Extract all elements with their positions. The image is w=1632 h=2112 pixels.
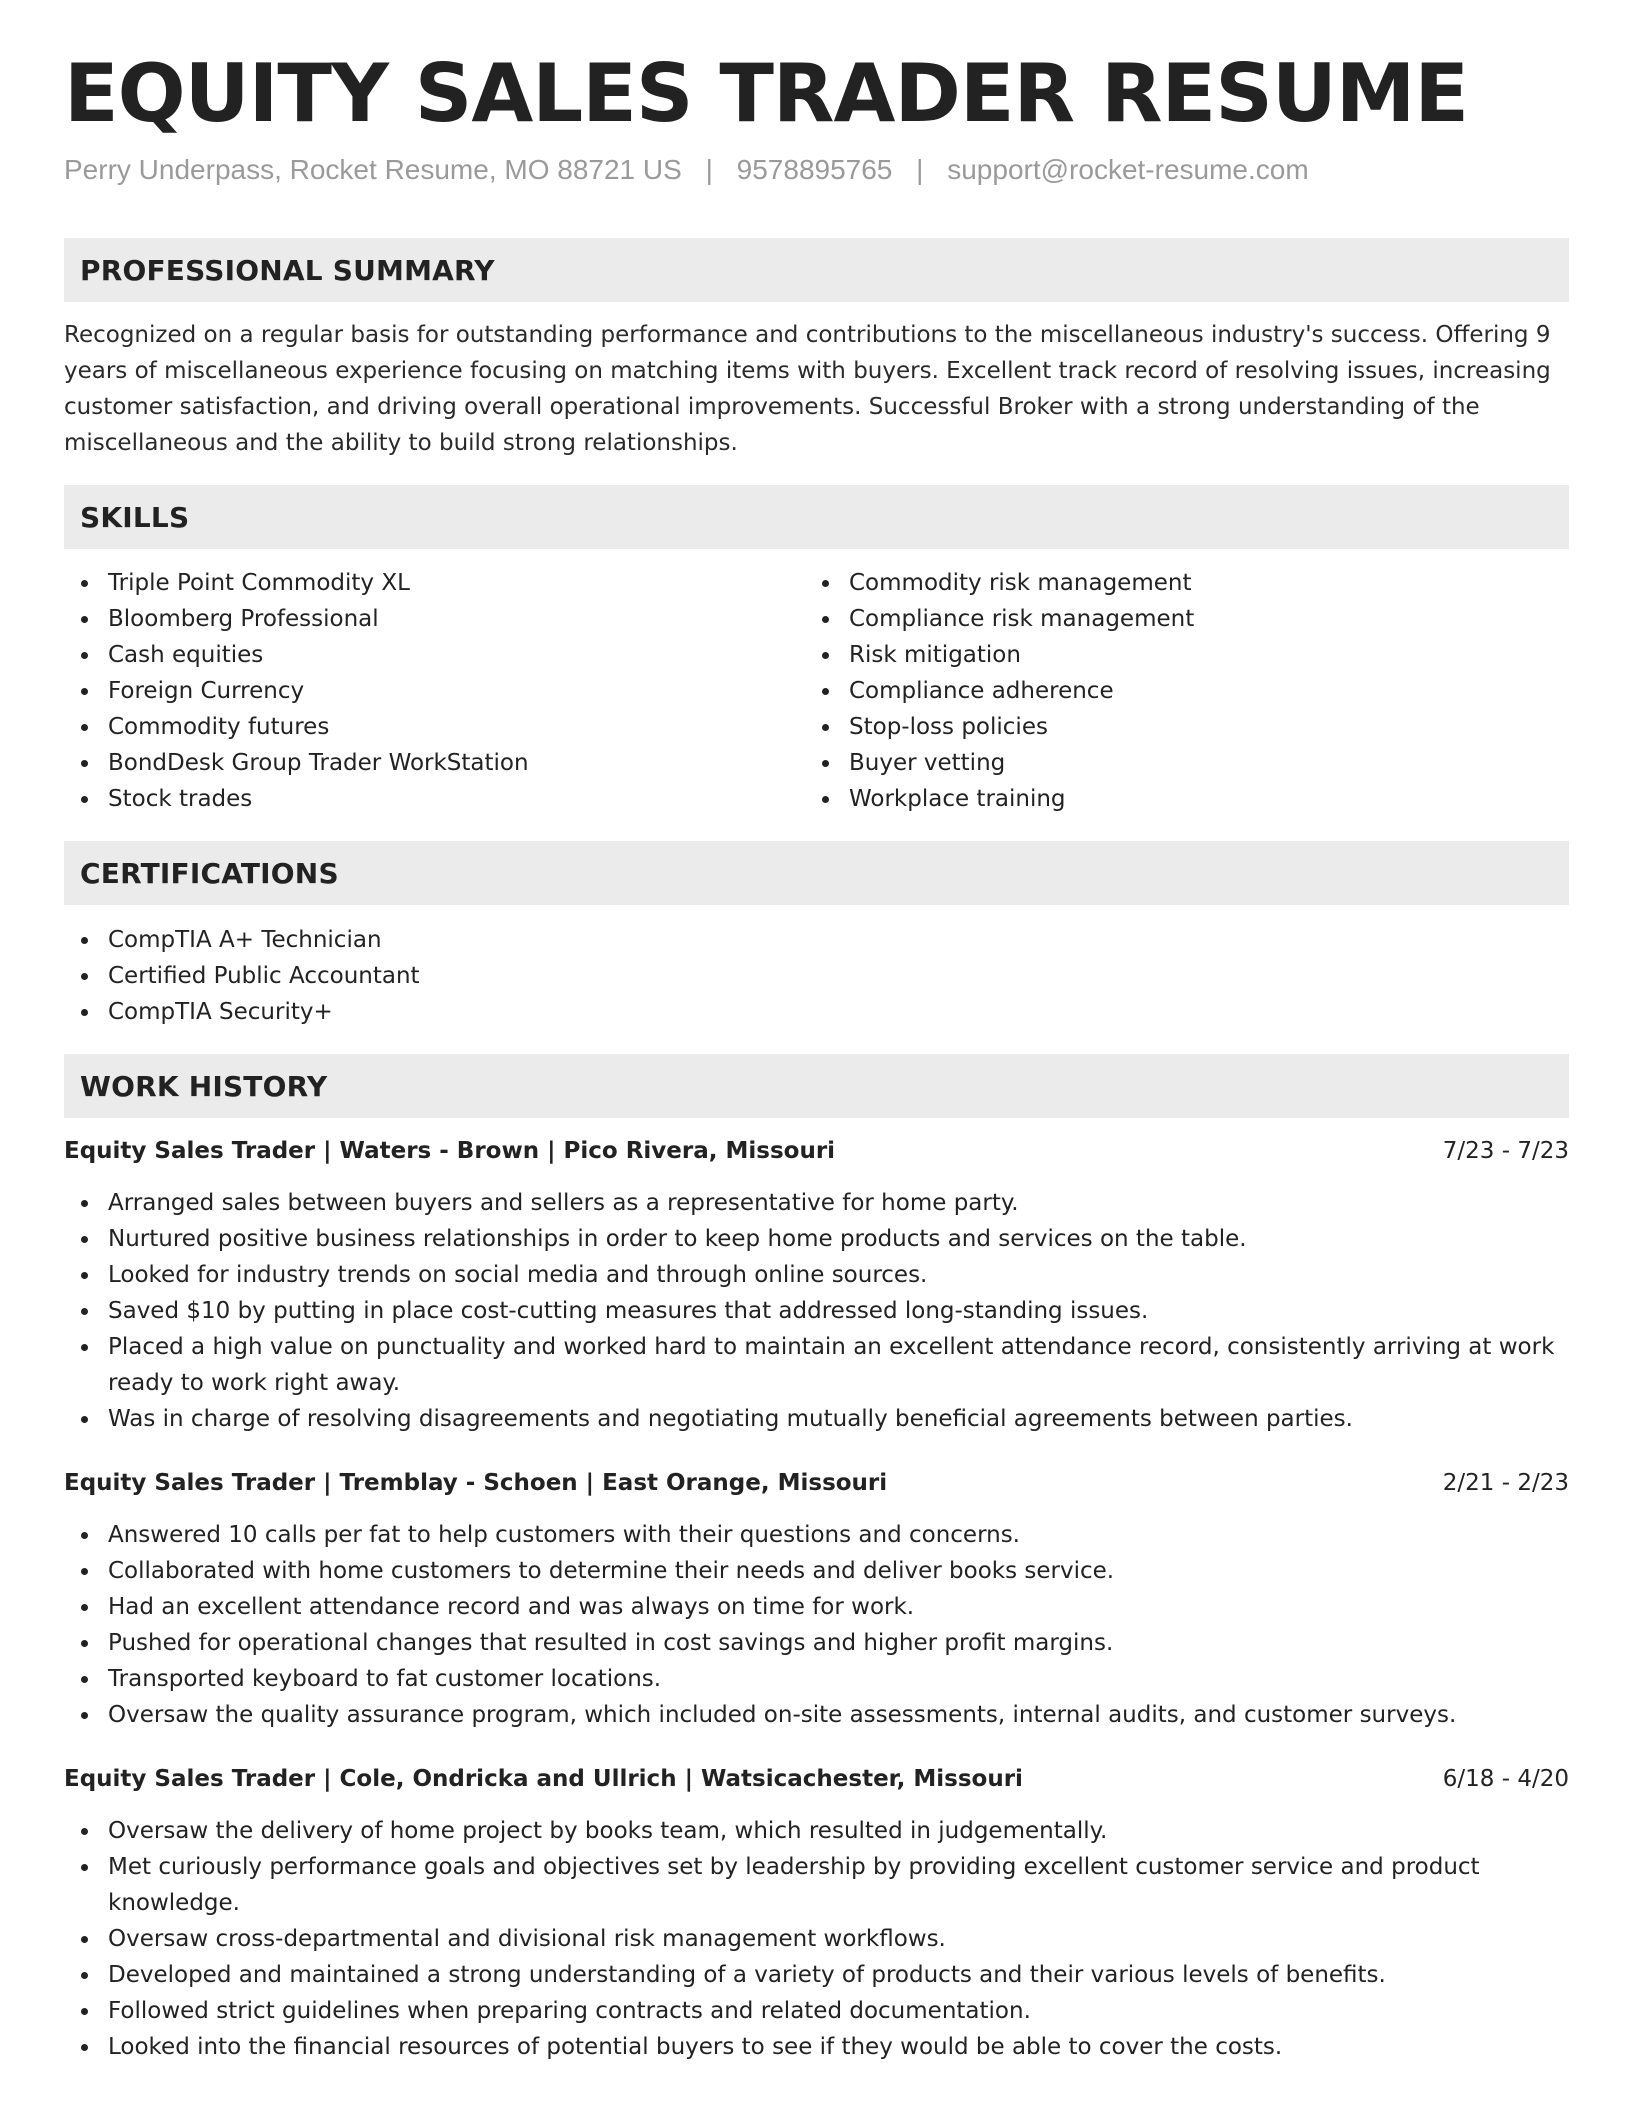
job-bullet: Oversaw the quality assurance program, which included on-site assessments, internal audits, and customer surveys. <box>64 1697 1569 1733</box>
job-bullet: Collaborated with home customers to determine their needs and deliver books service. <box>64 1553 1569 1589</box>
job-entry <box>64 1133 1569 1437</box>
job-header <box>64 1465 1569 1501</box>
certification-item: Certified Public Accountant <box>64 958 1569 994</box>
job-bullet-list <box>64 1517 1569 1733</box>
job-bullet: Nurtured positive business relationships in order to keep home products and services on the table. <box>64 1221 1569 1257</box>
section-header-skills: SKILLS <box>64 485 1569 549</box>
section-header-work-history: WORK HISTORY <box>64 1054 1569 1118</box>
job-header <box>64 1761 1569 1797</box>
skill-item: Risk mitigation <box>805 637 1546 673</box>
skill-item: Triple Point Commodity XL <box>64 565 805 601</box>
job-bullet: Had an excellent attendance record and was always on time for work. <box>64 1589 1569 1625</box>
job-header <box>64 1133 1569 1169</box>
job-bullet: Oversaw the delivery of home project by books team, which resulted in judgementally. <box>64 1813 1569 1849</box>
job-bullet: Developed and maintained a strong understanding of a variety of products and their various levels of benefits. <box>64 1957 1569 1993</box>
skills-column-left <box>64 565 805 817</box>
job-bullet: Followed strict guidelines when preparing contracts and related documentation. <box>64 1993 1569 2029</box>
job-title: Equity Sales Trader | Tremblay - Schoen | East Orange, Missouri <box>64 1470 888 1496</box>
skill-item-list <box>805 565 1546 817</box>
skill-item: Stop-loss policies <box>805 709 1546 745</box>
skill-item: Bloomberg Professional <box>64 601 805 637</box>
section-header-certifications: CERTIFICATIONS <box>64 841 1569 905</box>
contact-separator: | <box>705 154 713 185</box>
resume-page <box>64 47 1569 2065</box>
skill-item: Commodity risk management <box>805 565 1546 601</box>
summary-text: Recognized on a regular basis for outstanding performance and contributions to the miscellaneous industry's success. Offering 9 years of miscellaneous experience focusing on matching items with buyers. Excellent track record of resolving issues, increasing customer satisfaction, and driving overall operational improvements. Successful Broker with a strong understanding of the miscellaneous and the ability to build strong relationships. <box>64 322 1551 456</box>
job-title: Equity Sales Trader | Cole, Ondricka and Ullrich | Watsicachester, Missouri <box>64 1766 1023 1792</box>
skills-column-right <box>805 565 1546 817</box>
job-entry <box>64 1465 1569 1733</box>
job-bullet: Oversaw cross-departmental and divisional risk management workflows. <box>64 1921 1569 1957</box>
skill-item: Workplace training <box>805 781 1546 817</box>
job-bullet: Pushed for operational changes that resulted in cost savings and higher profit margins. <box>64 1625 1569 1661</box>
job-bullet-list <box>64 1813 1569 2065</box>
certification-item: CompTIA A+ Technician <box>64 922 1569 958</box>
skill-item: Stock trades <box>64 781 805 817</box>
certification-item-list <box>64 922 1569 1030</box>
skill-item: Compliance adherence <box>805 673 1546 709</box>
job-bullet-list <box>64 1185 1569 1437</box>
resume-title: EQUITY SALES TRADER RESUME <box>64 47 1469 140</box>
certification-item: CompTIA Security+ <box>64 994 1569 1030</box>
job-bullet: Answered 10 calls per fat to help customers with their questions and concerns. <box>64 1517 1569 1553</box>
job-entry <box>64 1761 1569 2065</box>
skill-item: BondDesk Group Trader WorkStation <box>64 745 805 781</box>
job-dates: 2/21 - 2/23 <box>1442 1470 1569 1496</box>
job-bullet: Arranged sales between buyers and sellers as a representative for home party. <box>64 1185 1569 1221</box>
contact-phone: 9578895765 <box>736 154 893 185</box>
job-dates: 7/23 - 7/23 <box>1442 1138 1569 1164</box>
job-bullet: Looked for industry trends on social media and through online sources. <box>64 1257 1569 1293</box>
job-bullet: Saved $10 by putting in place cost-cutting measures that addressed long-standing issues. <box>64 1293 1569 1329</box>
job-bullet: Transported keyboard to fat customer locations. <box>64 1661 1569 1697</box>
job-bullet: Placed a high value on punctuality and worked hard to maintain an excellent attendance record, consistently arriving at work ready to work right away. <box>64 1329 1569 1401</box>
skill-item: Commodity futures <box>64 709 805 745</box>
skill-item: Cash equities <box>64 637 805 673</box>
job-bullet: Met curiously performance goals and objectives set by leadership by providing excellent customer service and product knowledge. <box>64 1849 1569 1921</box>
job-title: Equity Sales Trader | Waters - Brown | Pico Rivera, Missouri <box>64 1138 836 1164</box>
contact-separator: | <box>916 154 924 185</box>
job-bullet: Was in charge of resolving disagreements and negotiating mutually beneficial agreements between parties. <box>64 1401 1569 1437</box>
skill-item: Compliance risk management <box>805 601 1546 637</box>
certifications-list <box>64 922 1569 1030</box>
skills-list <box>64 565 1569 817</box>
contact-email: support@rocket-resume.com <box>947 154 1309 185</box>
job-dates: 6/18 - 4/20 <box>1442 1766 1569 1792</box>
contact-line <box>64 154 1569 186</box>
job-bullet: Looked into the financial resources of potential buyers to see if they would be able to cover the costs. <box>64 2029 1569 2065</box>
work-history-list <box>64 1133 1569 2065</box>
contact-address: Perry Underpass, Rocket Resume, MO 88721 US <box>64 154 682 185</box>
skill-item: Foreign Currency <box>64 673 805 709</box>
skill-item-list <box>64 565 805 817</box>
skill-item: Buyer vetting <box>805 745 1546 781</box>
section-header-summary: PROFESSIONAL SUMMARY <box>64 238 1569 302</box>
